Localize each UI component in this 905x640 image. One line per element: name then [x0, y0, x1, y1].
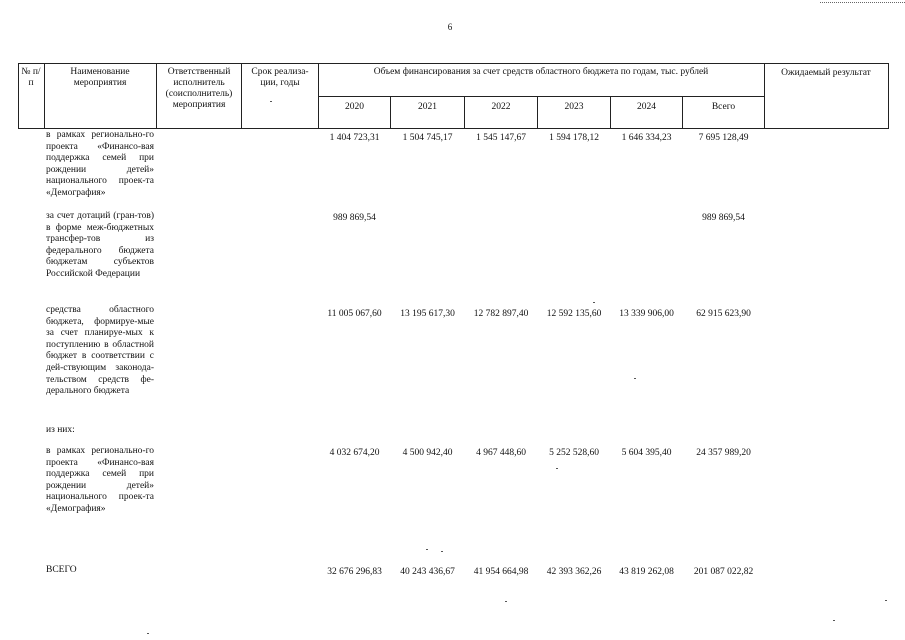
- header-year: 2023: [564, 102, 584, 112]
- value-cell: 41 954 664,98: [473, 567, 529, 577]
- scan-speck: [505, 601, 507, 602]
- header-result: Ожидаемый результат: [781, 68, 871, 78]
- value-cell: 1 545 147,67: [476, 133, 526, 143]
- scan-speck: [426, 549, 428, 550]
- value-cell: 4 500 942,40: [402, 448, 453, 458]
- header-year: 2020: [345, 102, 364, 112]
- value-cell-total: 62 915 623,90: [696, 309, 751, 319]
- row-label: за счет дотаций (гран-тов) в форме меж-бюджетных трансфер-тов из федерального бюджета бюджетам субъектов Российской Федерации: [46, 211, 154, 279]
- header-finance: Объем финансирования за счет средств областного бюджета по годам, тыс. рублей: [373, 67, 709, 77]
- row-label: в рамках регионально-го проекта «Финансо-вая поддержка семей при рождении детей» национального проек-та «Демография»: [46, 446, 154, 514]
- header-bottom-border: [18, 128, 888, 129]
- header-name: Наименование мероприятия: [70, 67, 130, 88]
- scan-speck: [270, 101, 272, 102]
- row-label-total: ВСЕГО: [46, 565, 77, 575]
- value-cell-total: 989 869,54: [702, 213, 745, 223]
- row-label: в рамках регионально-го проекта «Финансо-вая поддержка семей при рождении детей» национального проек-та «Демография»: [46, 130, 154, 198]
- value-cell: 5 604 395,40: [621, 448, 672, 458]
- value-cell: 42 393 362,26: [546, 567, 602, 577]
- value-cell: 4 032 674,20: [329, 448, 380, 458]
- value-cell: 11 005 067,60: [327, 309, 382, 319]
- years-row-border: [318, 96, 764, 97]
- header-year: 2024: [637, 102, 656, 112]
- header-term: Срок реализа-ции, годы: [251, 67, 309, 88]
- value-cell: 40 243 436,67: [400, 567, 455, 577]
- col-border: [241, 63, 242, 129]
- scan-speck: [147, 633, 149, 634]
- col-border: [44, 63, 45, 129]
- scan-speck: [634, 378, 636, 379]
- scan-speck: [833, 620, 835, 621]
- value-cell: 12 592 135,60: [546, 309, 602, 319]
- scan-speck: [556, 468, 558, 469]
- value-cell: 13 195 617,30: [400, 309, 455, 319]
- value-cell: 1 404 723,31: [329, 133, 380, 143]
- value-cell-total: 201 087 022,82: [693, 567, 754, 577]
- col-border: [318, 63, 319, 129]
- col-border: [764, 63, 765, 129]
- value-cell: 12 782 897,40: [473, 309, 529, 319]
- corner-mark: [820, 2, 905, 3]
- scan-speck: [593, 302, 595, 303]
- value-cell: 989 869,54: [333, 213, 376, 223]
- value-cell: 1 646 334,23: [621, 133, 672, 143]
- value-cell: 4 967 448,60: [476, 448, 526, 458]
- scan-speck: [441, 551, 443, 552]
- col-border: [18, 63, 19, 129]
- row-label: из них:: [46, 425, 75, 435]
- value-cell: 1 504 745,17: [402, 133, 453, 143]
- page-number: 6: [447, 22, 453, 32]
- value-cell: 1 594 178,12: [549, 133, 599, 143]
- value-cell: 43 819 262,08: [619, 567, 674, 577]
- header-year: 2021: [418, 102, 437, 112]
- header-year-total: Всего: [711, 102, 736, 112]
- value-cell-total: 24 357 989,20: [696, 448, 751, 458]
- table-top-border: [18, 63, 888, 64]
- value-cell: 32 676 296,83: [327, 567, 382, 577]
- scan-speck: [885, 600, 887, 601]
- header-year: 2022: [491, 102, 511, 112]
- col-border: [156, 63, 157, 129]
- header-num: № п/п: [21, 67, 41, 88]
- row-label: средства областного бюджета, формируе-мые за счет планируе-мых к поступлению в областной бюджет в соответствии с дей-ствующим законода-тельством средств фе-дерального бюджета: [46, 305, 154, 397]
- value-cell-total: 7 695 128,49: [698, 133, 749, 143]
- header-responsible: Ответственный исполнитель (соисполнитель) мероприятия: [165, 67, 233, 110]
- col-border: [888, 63, 889, 129]
- value-cell: 5 252 528,60: [549, 448, 599, 458]
- value-cell: 13 339 906,00: [619, 309, 674, 319]
